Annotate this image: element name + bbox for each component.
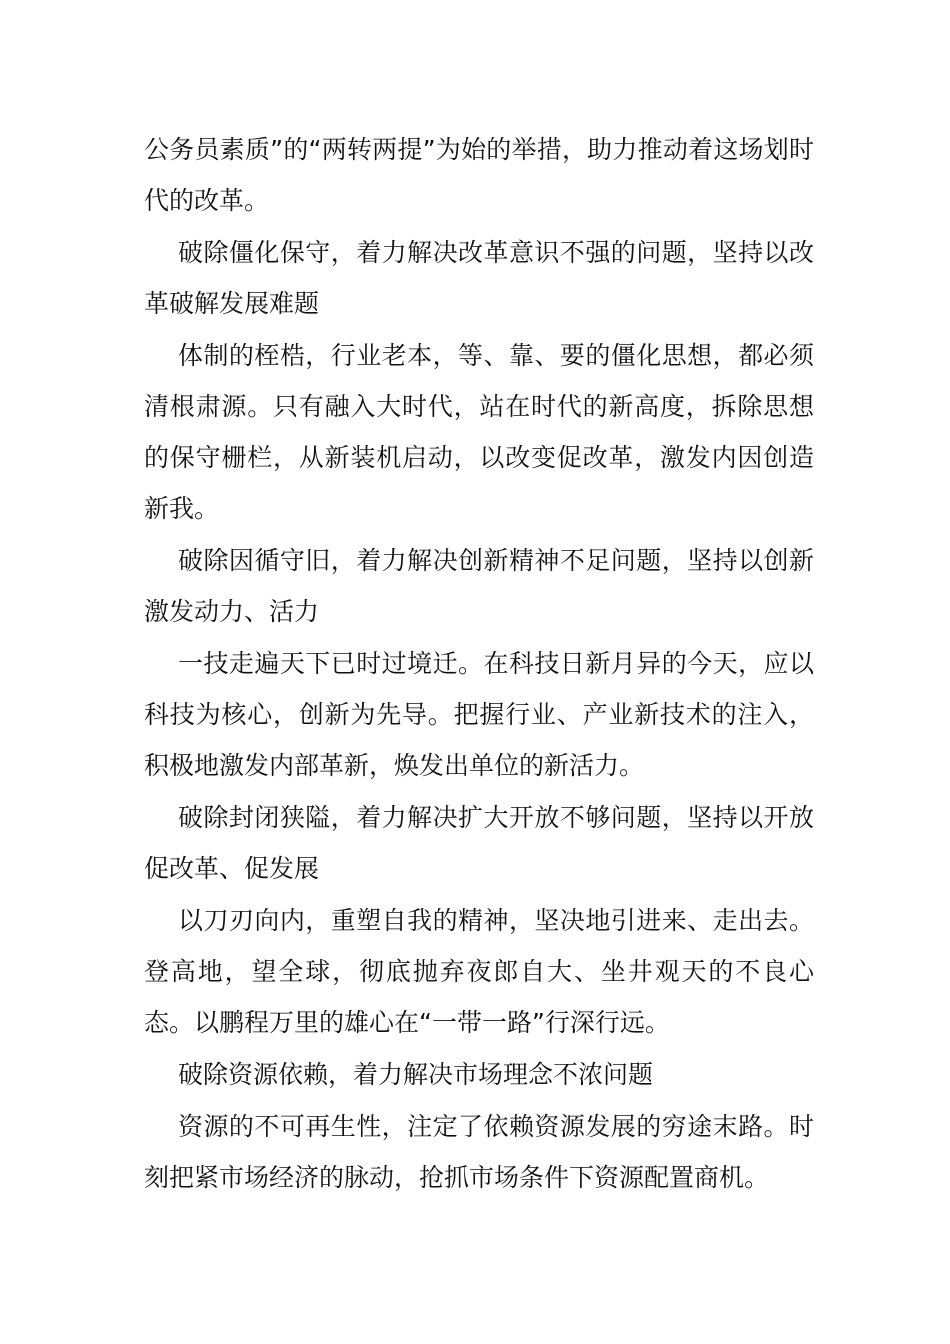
body-text — [144, 124, 814, 1204]
section-heading-market: 破除资源依赖，着力解决市场理念不浓问题 — [178, 1060, 654, 1089]
section-heading-innovation: 破除因循守旧，着力解决创新精神不足问题，坚持以创新激发动力、活力 — [144, 546, 814, 626]
paragraph-reform: 体制的桎梏，行业老本，等、靠、要的僵化思想，都必须清根肃源。只有融入大时代，站在时代的新高度，拆除思想的保守栅栏，从新装机启动，以改变促改革，激发内因创造新我。 — [144, 341, 814, 523]
paragraph-openness: 以刀刃向内，重塑自我的精神，坚决地引进来、走出去。登高地，望全球，彻底抛弃夜郎自大、坐井观天的不良心态。以鹏程万里的雄心在“一带一路”行深行远。 — [144, 906, 814, 1037]
section-heading-openness: 破除封闭狭隘，着力解决扩大开放不够问题，坚持以开放促改革、促发展 — [144, 803, 814, 883]
paragraph-market: 资源的不可再生性，注定了依赖资源发展的穷途末路。时刻把紧市场经济的脉动，抢抓市场条件下资源配置商机。 — [144, 1112, 814, 1192]
paragraph-continuation: 公务员素质”的“两转两提”为始的举措，助力推动着这场划时代的改革。 — [144, 135, 814, 215]
section-heading-reform: 破除僵化保守，着力解决改革意识不强的问题，坚持以改革破解发展难题 — [144, 238, 814, 318]
paragraph-innovation: 一技走遍天下已时过境迁。在科技日新月异的今天，应以科技为核心，创新为先导。把握行业、产业新技术的注入，积极地激发内部革新，焕发出单位的新活力。 — [144, 649, 814, 780]
